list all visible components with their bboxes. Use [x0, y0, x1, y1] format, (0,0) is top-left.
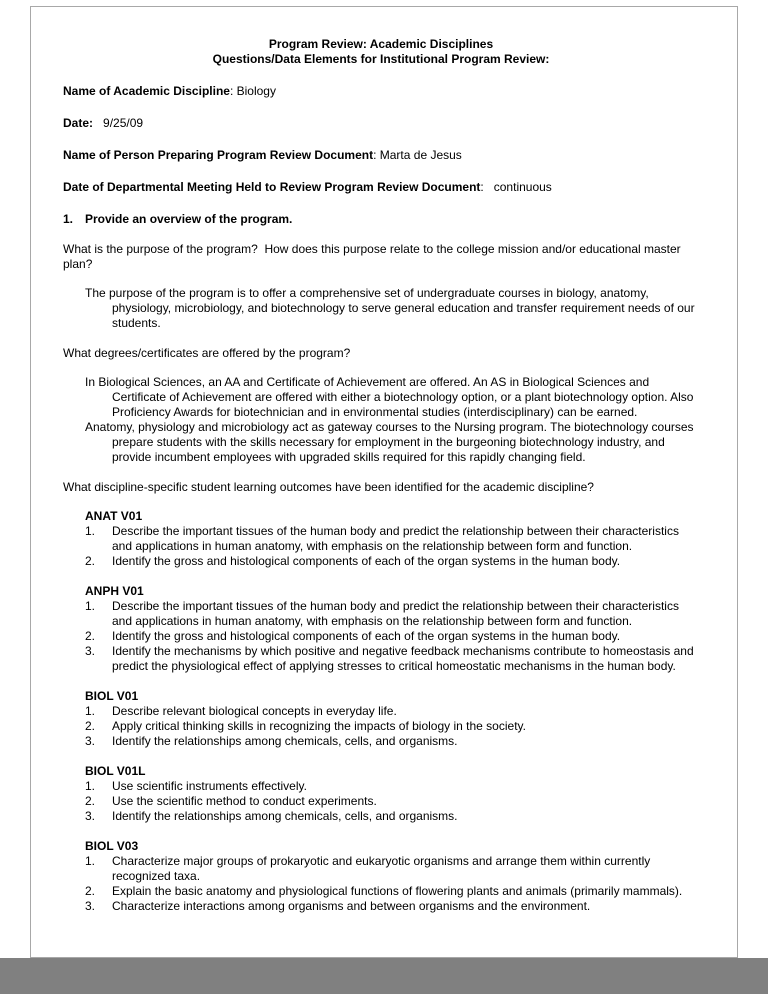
slo-item [85, 554, 699, 569]
field-discipline-label: Name of Academic Discipline [63, 84, 230, 98]
slo-item [85, 599, 699, 629]
slo-item-text: Use the scientific method to conduct experiments. [112, 794, 377, 808]
field-date [63, 116, 699, 131]
slo-item-text: Describe the important tissues of the human body and predict the relationship between their characteristics and applications in human anatomy, with emphasis on the relationship between form and function. [112, 524, 679, 553]
slo-item-number: 2. [85, 719, 96, 733]
slo-item [85, 899, 699, 914]
slo-item-number: 3. [85, 734, 96, 748]
answer-purpose: The purpose of the program is to offer a comprehensive set of undergraduate courses in biology, anatomy, physiology, microbiology, and biotechnology to serve general education and transfer requirement needs of our students. [85, 286, 695, 330]
slo-item-text: Characterize interactions among organisms and between organisms and the environment. [112, 899, 591, 913]
slo-item [85, 629, 699, 644]
slo-item-text: Describe relevant biological concepts in everyday life. [112, 704, 397, 718]
slo-item-number: 3. [85, 644, 96, 658]
field-preparer [63, 148, 699, 163]
slo-item [85, 644, 699, 674]
slo-item-number: 1. [85, 704, 96, 718]
document-title [63, 37, 699, 67]
field-meeting-date [63, 180, 699, 195]
slo-group-code: BIOL V01L [85, 764, 146, 778]
slo-group-anat-v01 [85, 509, 699, 569]
slo-item [85, 884, 699, 899]
slo-item-number: 1. [85, 599, 96, 613]
slo-item-text: Describe the important tissues of the human body and predict the relationship between their characteristics and applications in human anatomy, with emphasis on the relationship between form and function. [112, 599, 679, 628]
section-1-number: 1. [63, 212, 74, 226]
slo-item-text: Use scientific instruments effectively. [112, 779, 307, 793]
slo-group-biol-v01 [85, 689, 699, 749]
field-date-label: Date: [63, 116, 94, 130]
slo-group-code: BIOL V01 [85, 689, 139, 703]
question-degrees: What degrees/certificates are offered by the program? [63, 346, 351, 360]
slo-item [85, 719, 699, 734]
answer-degrees-2: Anatomy, physiology and microbiology act as gateway courses to the Nursing program. The biotechnology courses prepare students with the skills necessary for employment in the burgeoning biotechnology industry, and provide incumbent employees with upgraded skills required for this rapidly changing field. [85, 420, 694, 464]
slo-item-number: 2. [85, 794, 96, 808]
slo-item [85, 854, 699, 884]
page-gap [0, 958, 768, 994]
field-preparer-label: Name of Person Preparing Program Review Document [63, 148, 374, 162]
field-date-value: 9/25/09 [93, 116, 144, 130]
field-discipline [63, 84, 699, 99]
slo-item-number: 2. [85, 554, 96, 568]
slo-item [85, 779, 699, 794]
slo-item-number: 3. [85, 899, 96, 913]
slo-item-text: Explain the basic anatomy and physiological functions of flowering plants and animals (primarily mammals). [112, 884, 683, 898]
slo-item [85, 524, 699, 554]
field-meeting-date-value: : continuous [480, 180, 552, 194]
slo-item-text: Apply critical thinking skills in recognizing the impacts of biology in the society. [112, 719, 526, 733]
slo-item-number: 1. [85, 854, 96, 868]
slo-group-biol-v01l [85, 764, 699, 824]
slo-group-code: ANPH V01 [85, 584, 144, 598]
slo-item [85, 704, 699, 719]
slo-item-text: Characterize major groups of prokaryotic and eukaryotic organisms and arrange them within currently recognized taxa. [112, 854, 651, 883]
section-1-heading [63, 212, 699, 227]
slo-item [85, 794, 699, 809]
field-meeting-date-label: Date of Departmental Meeting Held to Review Program Review Document [63, 180, 481, 194]
slo-item-text: Identify the relationships among chemicals, cells, and organisms. [112, 809, 458, 823]
slo-item [85, 809, 699, 824]
slo-item-number: 2. [85, 884, 96, 898]
slo-item [85, 734, 699, 749]
slo-group-code: BIOL V03 [85, 839, 139, 853]
slo-item-text: Identify the gross and histological components of each of the organ systems in the human body. [112, 554, 621, 568]
section-1-title: Provide an overview of the program. [85, 212, 293, 226]
slo-item-number: 1. [85, 779, 96, 793]
slo-item-text: Identify the mechanisms by which positive and negative feedback mechanisms contribute to homeostasis and predict the physiological effect of applying stresses to critical homeostatic mechanisms in the human body. [112, 644, 694, 673]
question-purpose: What is the purpose of the program? How does this purpose relate to the college mission and/or educational master plan? [63, 242, 685, 271]
field-preparer-value: : Marta de Jesus [373, 148, 462, 162]
question-slo: What discipline-specific student learning outcomes have been identified for the academic discipline? [63, 480, 594, 494]
title-line-1: Program Review: Academic Disciplines [268, 37, 494, 51]
answer-degrees-1: In Biological Sciences, an AA and Certificate of Achievement are offered. An AS in Biological Sciences and Certificate of Achievement are offered with either a biotechnology option, or a plant biotechnology option. Also Proficiency Awards for biotechnician and in environmental studies (interdisciplinary) can be earned. [85, 375, 694, 419]
title-line-2: Questions/Data Elements for Institutional Program Review: [212, 52, 550, 66]
slo-group-anph-v01 [85, 584, 699, 674]
field-discipline-value: : Biology [229, 84, 276, 98]
slo-item-text: Identify the relationships among chemicals, cells, and organisms. [112, 734, 458, 748]
slo-item-text: Identify the gross and histological components of each of the organ systems in the human body. [112, 629, 621, 643]
slo-group-code: ANAT V01 [85, 509, 143, 523]
slo-item-number: 2. [85, 629, 96, 643]
slo-item-number: 1. [85, 524, 96, 538]
slo-group-biol-v03 [85, 839, 699, 914]
document-page [30, 6, 738, 958]
slo-item-number: 3. [85, 809, 96, 823]
